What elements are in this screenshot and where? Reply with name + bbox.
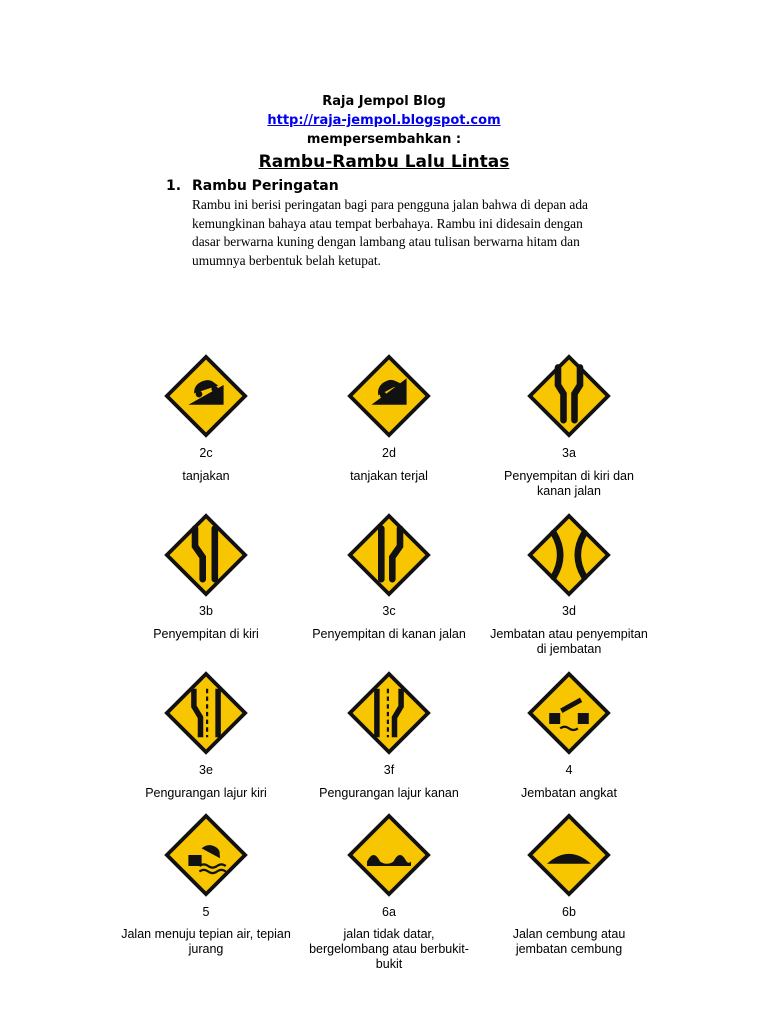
warning-sign (162, 352, 250, 440)
warning-sign (345, 511, 433, 599)
right-lane-ends-icon (345, 669, 433, 757)
presents-text: mempersembahkan : (306, 132, 462, 147)
blog-name: Raja Jempol Blog (322, 94, 446, 109)
sign-caption-line: Jalan cembung atau (512, 927, 626, 941)
warning-sign (525, 352, 613, 440)
section-body (192, 196, 662, 270)
section-number: 1. (166, 178, 182, 194)
sign-code: 6b (562, 905, 576, 919)
road-narrows-both-icon (525, 352, 613, 440)
sign-caption (299, 469, 479, 484)
sign-caption-line: Penyempitan di kiri (153, 627, 259, 641)
sign-caption-line: kanan jalan (537, 484, 601, 498)
sign-caption (116, 627, 296, 642)
document-title: Rambu-Rambu Lalu Lintas (258, 152, 510, 172)
sign-caption (479, 786, 659, 801)
sign-caption-line: Jembatan atau penyempitan (490, 627, 648, 641)
sign-caption (299, 627, 479, 642)
road-hump-icon (525, 811, 613, 899)
sign-code: 5 (202, 905, 210, 919)
road-narrows-left-icon (162, 511, 250, 599)
section-heading (166, 178, 339, 194)
sign-code: 3d (562, 604, 576, 618)
sign-code: 3f (383, 763, 395, 777)
sign-code: 3c (382, 604, 396, 618)
sign-caption (479, 627, 659, 657)
sign-code: 3b (199, 604, 213, 618)
warning-sign (162, 811, 250, 899)
sign-caption-line: Penyempitan di kiri dan (504, 469, 634, 483)
sign-caption (116, 927, 296, 957)
road-narrows-right-icon (345, 511, 433, 599)
warning-sign (525, 669, 613, 757)
sign-caption-line: bergelombang atau berbukit- (309, 942, 469, 956)
sign-caption-line: Jalan menuju tepian air, tepian (121, 927, 291, 941)
blog-url-link[interactable]: http://raja-jempol.blogspot.com (267, 113, 501, 128)
sign-code: 2c (199, 446, 213, 460)
warning-sign (162, 669, 250, 757)
sign-caption-line: tanjakan terjal (350, 469, 428, 483)
warning-sign (162, 511, 250, 599)
sign-caption (299, 927, 479, 972)
narrow-bridge-icon (525, 511, 613, 599)
sign-caption (116, 786, 296, 801)
sign-caption-line: tanjakan (182, 469, 230, 483)
warning-sign (345, 352, 433, 440)
section-heading-text: Rambu Peringatan (192, 178, 339, 194)
section-body-line: kemungkinan bahaya atau tempat berbahaya. Rambu ini didesain dengan (192, 215, 583, 231)
warning-sign (345, 669, 433, 757)
section-body-line: dasar berwarna kuning dengan lambang atau tulisan berwarna hitam dan (192, 234, 580, 249)
sign-code: 2d (382, 446, 396, 460)
steep-uphill-car-icon (345, 352, 433, 440)
sign-code: 4 (565, 763, 573, 777)
sign-caption-line: Jembatan angkat (521, 786, 617, 800)
sign-caption-line: jalan tidak datar, (343, 927, 435, 941)
section-body-line: Rambu ini berisi peringatan bagi para pengguna jalan bahwa di depan ada (192, 197, 588, 212)
section-body-line: umumnya berbentuk belah ketupat. (192, 252, 381, 268)
uphill-car-icon (162, 352, 250, 440)
left-lane-ends-icon (162, 669, 250, 757)
car-into-water-icon (162, 811, 250, 899)
warning-sign (525, 811, 613, 899)
bumpy-road-icon (345, 811, 433, 899)
sign-caption-line: jembatan cembung (515, 942, 623, 956)
sign-code: 3e (199, 763, 213, 777)
drawbridge-icon (525, 669, 613, 757)
sign-caption (299, 786, 479, 801)
sign-caption (116, 469, 296, 484)
sign-code: 3a (562, 446, 576, 460)
sign-caption (479, 469, 659, 499)
warning-sign (345, 811, 433, 899)
sign-caption-line: bukit (375, 957, 403, 971)
sign-caption-line: Pengurangan lajur kiri (145, 786, 267, 800)
warning-sign (525, 511, 613, 599)
sign-code: 6a (382, 905, 396, 919)
sign-caption-line: di jembatan (536, 642, 602, 656)
sign-caption (479, 927, 659, 957)
sign-caption-line: Pengurangan lajur kanan (319, 786, 459, 800)
sign-caption-line: jurang (188, 942, 224, 956)
sign-caption-line: Penyempitan di kanan jalan (312, 627, 466, 641)
